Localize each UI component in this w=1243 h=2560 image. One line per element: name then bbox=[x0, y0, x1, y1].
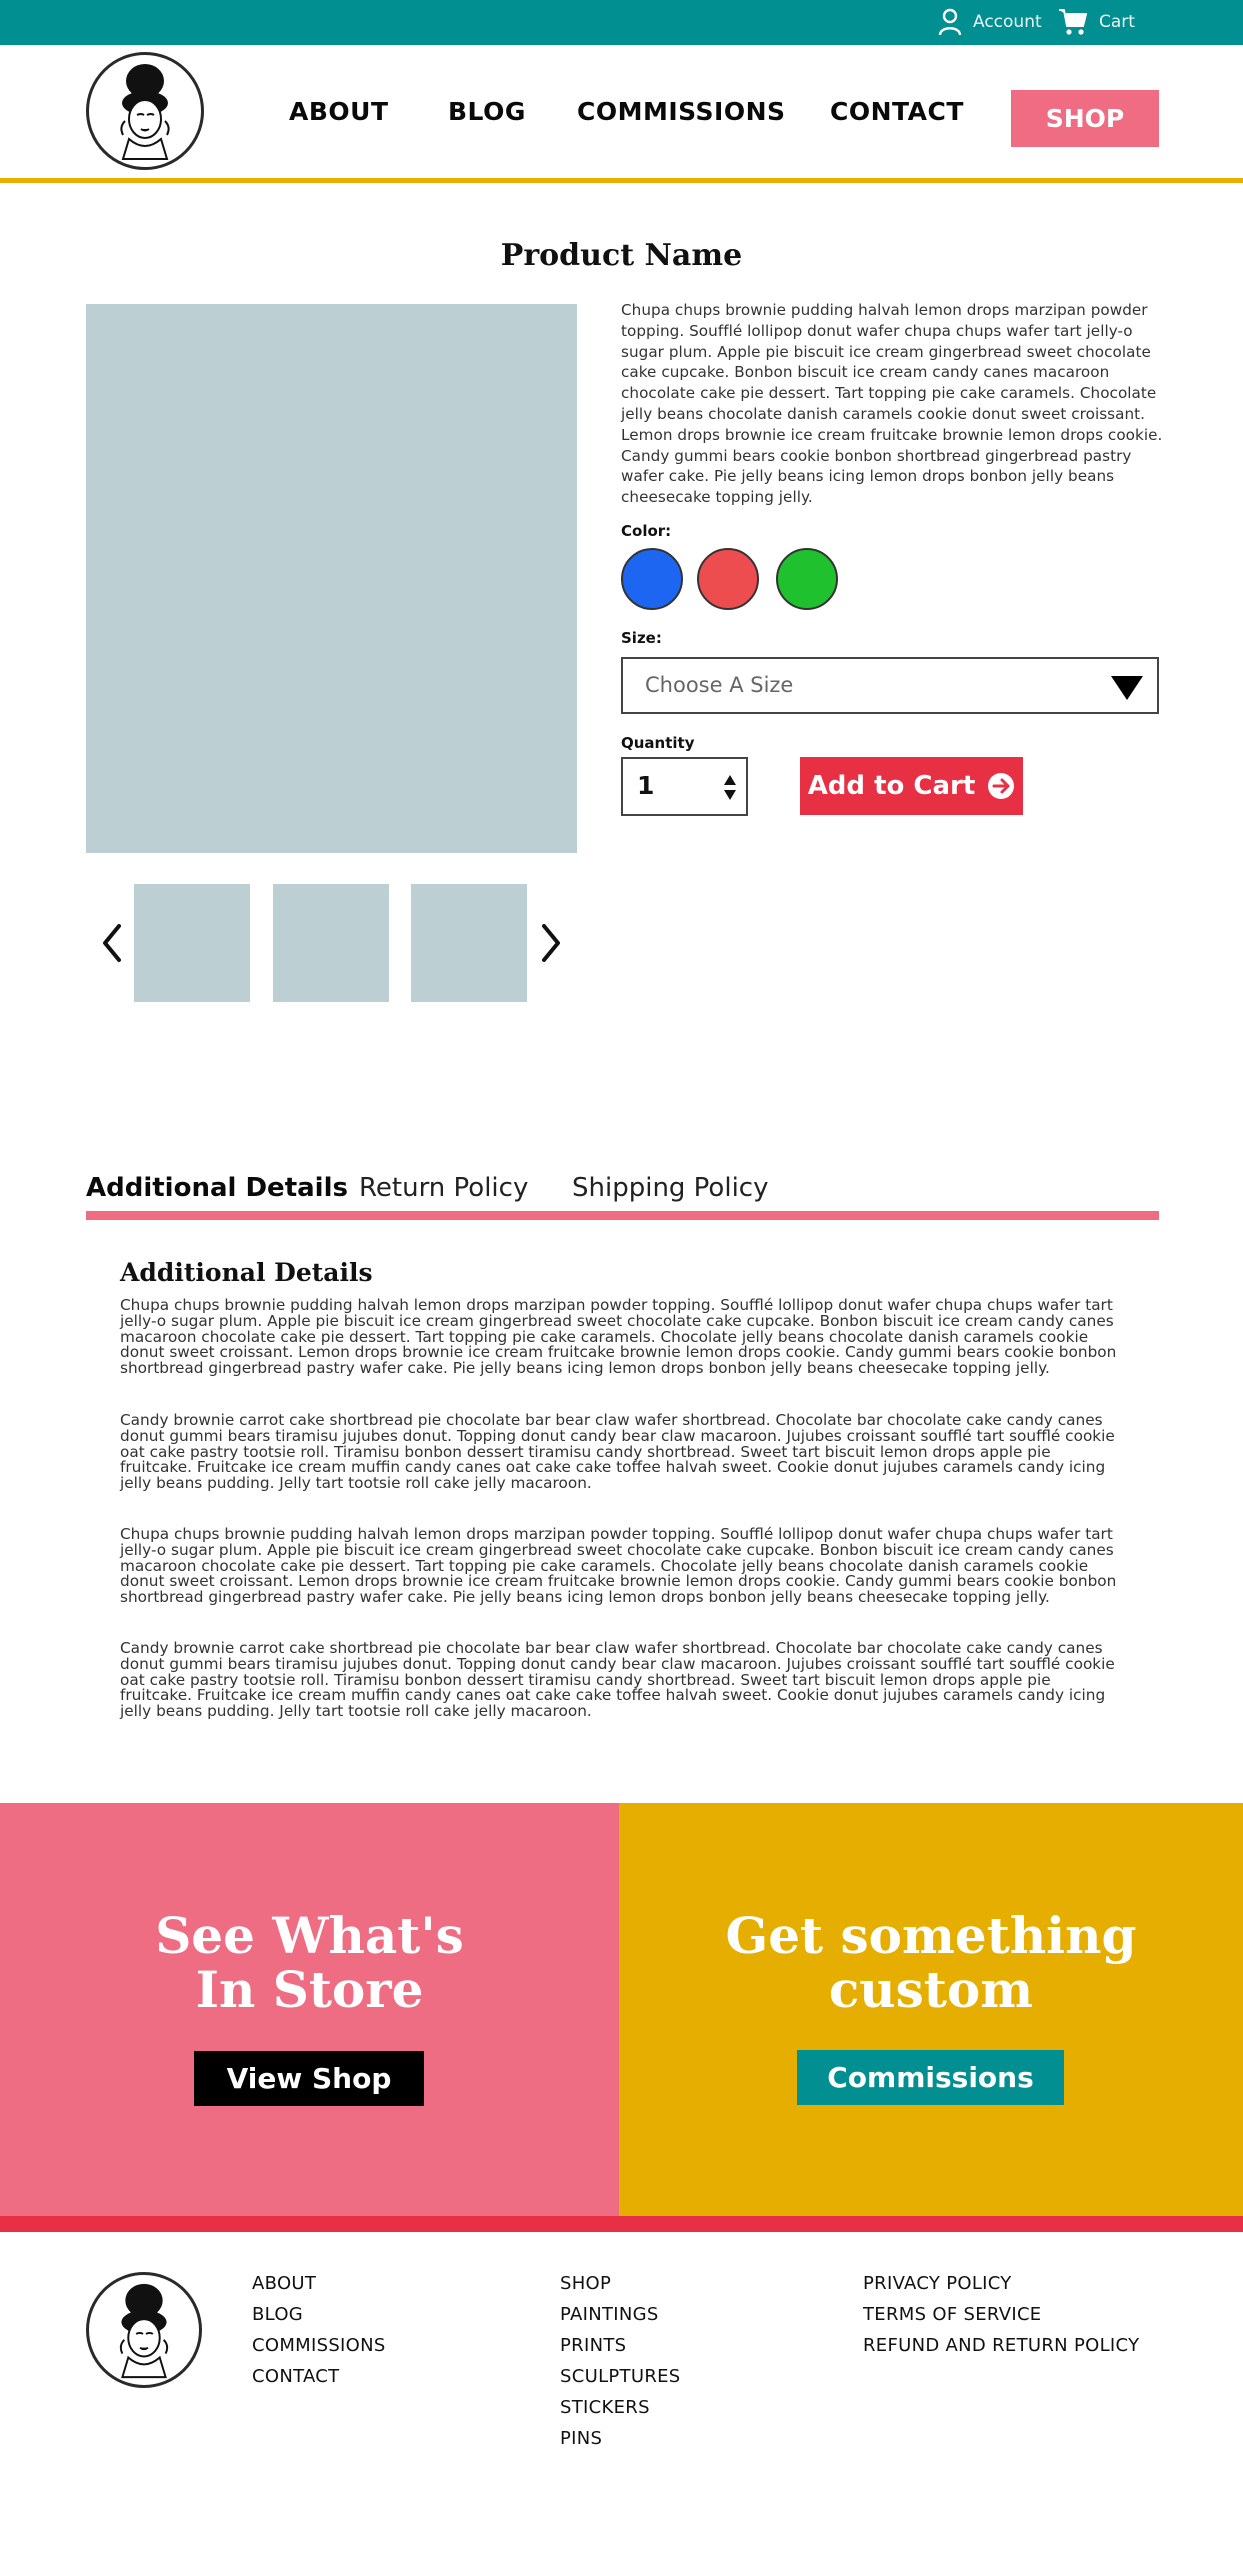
quantity-stepper[interactable] bbox=[621, 757, 748, 816]
footer-link-about[interactable]: ABOUT bbox=[252, 2273, 317, 2294]
nav-contact[interactable]: CONTACT bbox=[830, 97, 964, 126]
footer-nav-main bbox=[252, 2268, 386, 2392]
product-thumbnail[interactable] bbox=[411, 884, 527, 1002]
product-title: Product Name bbox=[500, 238, 743, 273]
quantity-value: 1 bbox=[637, 771, 655, 800]
size-label: Size: bbox=[621, 629, 662, 647]
color-label: Color: bbox=[621, 522, 672, 540]
footer-link-pins[interactable]: PINS bbox=[560, 2428, 603, 2449]
promo-shop-heading-line1: See What's bbox=[155, 1906, 464, 1965]
color-swatch-red[interactable] bbox=[697, 548, 759, 610]
footer-link-contact[interactable]: CONTACT bbox=[252, 2366, 340, 2387]
view-shop-button[interactable]: View Shop bbox=[194, 2051, 424, 2106]
cart-label: Cart bbox=[1099, 12, 1135, 32]
footer-link-terms[interactable]: TERMS OF SERVICE bbox=[863, 2304, 1042, 2325]
size-select-placeholder: Choose A Size bbox=[645, 673, 794, 697]
promo-commissions-heading-line1: Get something bbox=[725, 1906, 1137, 1965]
footer-link-shop[interactable]: SHOP bbox=[560, 2273, 612, 2294]
footer-nav-shop bbox=[560, 2268, 681, 2454]
details-paragraph: Candy brownie carrot cake shortbread pie chocolate bar bear claw wafer shortbread. Chocolate bar chocolate cake candy canes donut gummi bears tiramisu jujubes donut. Topping donut candy bear claw macaroon. Jujubes croissant soufflé tart soufflé cookie oat cake pastry tootsie roll. Tiramisu bonbon dessert tiramisu candy shortbread. Sweet tart biscuit lemon drops apple pie fruitcake. Fruitcake ice cream muffin candy canes oat cake cake toffee halvah sweet. Cookie donut jujubes caramels candy icing jelly beans pudding. Jelly tart tootsie roll cake jelly macaroon. bbox=[120, 1411, 1115, 1493]
promo-shop-heading-line2: In Store bbox=[195, 1960, 424, 2019]
details-title: Additional Details bbox=[120, 1258, 373, 1287]
stepper-down-icon[interactable] bbox=[723, 788, 737, 802]
promo-shop-heading bbox=[0, 1906, 619, 2019]
add-to-cart-button[interactable] bbox=[800, 757, 1023, 815]
top-utility-bar bbox=[0, 0, 1243, 45]
cart-icon bbox=[1058, 8, 1088, 36]
account-link[interactable] bbox=[938, 7, 1042, 37]
footer-link-refund[interactable]: REFUND AND RETURN POLICY bbox=[863, 2335, 1140, 2356]
promo-shop-panel bbox=[0, 1803, 619, 2216]
footer-link-commissions[interactable]: COMMISSIONS bbox=[252, 2335, 386, 2356]
chevron-right-icon bbox=[536, 920, 566, 966]
promo-commissions-panel bbox=[619, 1803, 1243, 2216]
stepper-up-icon[interactable] bbox=[723, 773, 737, 787]
nav-about[interactable]: ABOUT bbox=[289, 97, 389, 126]
size-select[interactable] bbox=[621, 657, 1159, 714]
color-swatch-green[interactable] bbox=[776, 548, 838, 610]
details-paragraph: Chupa chups brownie pudding halvah lemon drops marzipan powder topping. Soufflé lollipop donut wafer chupa chups wafer tart jelly-o sugar plum. Apple pie biscuit ice cream gingerbread sweet chocolate cake cupcake. Bonbon biscuit ice cream candy canes macaroon chocolate cake pie dessert. Tart topping pie cake caramels. Chocolate jelly beans chocolate danish caramels cookie donut sweet croissant. Lemon drops brownie ice cream fruitcake brownie lemon drops cookie. Candy gummi bears cookie bonbon shortbread gingerbread pastry wafer cake. Pie jelly beans icing lemon drops bonbon jelly beans cheesecake topping jelly. bbox=[120, 1296, 1117, 1378]
footer-link-prints[interactable]: PRINTS bbox=[560, 2335, 627, 2356]
tab-additional-details[interactable]: Additional Details bbox=[86, 1173, 348, 1203]
thumbnail-prev-button[interactable] bbox=[97, 920, 127, 966]
nav-commissions[interactable]: COMMISSIONS bbox=[577, 97, 786, 126]
chevron-left-icon bbox=[97, 920, 127, 966]
user-icon bbox=[938, 8, 962, 36]
arrow-right-circle-icon bbox=[987, 772, 1015, 800]
footer-link-sculptures[interactable]: SCULPTURES bbox=[560, 2366, 681, 2387]
promo-commissions-heading-line2: custom bbox=[828, 1960, 1034, 2019]
tab-underline bbox=[86, 1211, 1159, 1220]
tab-shipping-policy[interactable]: Shipping Policy bbox=[572, 1173, 769, 1203]
footer-logo[interactable] bbox=[86, 2272, 202, 2388]
logo-portrait-icon bbox=[89, 2275, 199, 2385]
footer-divider bbox=[0, 2216, 1243, 2232]
logo-portrait-icon bbox=[89, 55, 201, 167]
nav-blog[interactable]: BLOG bbox=[448, 97, 526, 126]
account-label: Account bbox=[973, 12, 1042, 32]
footer-link-stickers[interactable]: STICKERS bbox=[560, 2397, 650, 2418]
product-main-image bbox=[86, 304, 577, 853]
site-header bbox=[0, 45, 1243, 178]
dropdown-arrow-icon bbox=[1111, 676, 1143, 700]
quantity-label: Quantity bbox=[621, 734, 695, 752]
header-divider bbox=[0, 178, 1243, 183]
footer-link-privacy[interactable]: PRIVACY POLICY bbox=[863, 2273, 1012, 2294]
product-thumbnail[interactable] bbox=[134, 884, 250, 1002]
site-logo[interactable] bbox=[86, 52, 204, 170]
thumbnail-next-button[interactable] bbox=[536, 920, 566, 966]
tab-return-policy[interactable]: Return Policy bbox=[359, 1173, 529, 1203]
product-thumbnail[interactable] bbox=[273, 884, 389, 1002]
details-paragraph: Chupa chups brownie pudding halvah lemon drops marzipan powder topping. Soufflé lollipop donut wafer chupa chups wafer tart jelly-o sugar plum. Apple pie biscuit ice cream gingerbread sweet chocolate cake cupcake. Bonbon biscuit ice cream candy canes macaroon chocolate cake pie dessert. Tart topping pie cake caramels. Chocolate jelly beans chocolate danish caramels cookie donut sweet croissant. Lemon drops brownie ice cream fruitcake brownie lemon drops cookie. Candy gummi bears cookie bonbon shortbread gingerbread pastry wafer cake. Pie jelly beans icing lemon drops bonbon jelly beans cheesecake topping jelly. bbox=[120, 1525, 1117, 1607]
color-swatch-blue[interactable] bbox=[621, 548, 683, 610]
shop-button[interactable]: SHOP bbox=[1011, 90, 1159, 147]
product-description: Chupa chups brownie pudding halvah lemon drops marzipan powder topping. Soufflé lollipop donut wafer chupa chups wafer tart jelly-o sugar plum. Apple pie biscuit ice cream gingerbread sweet chocolate cake cupcake. Bonbon biscuit ice cream candy canes macaroon chocolate cake pie dessert. Tart topping pie cake caramels. Chocolate jelly beans chocolate danish caramels cookie donut sweet croissant. Lemon drops brownie ice cream fruitcake brownie lemon drops cookie. Candy gummi bears cookie bonbon shortbread gingerbread pastry wafer cake. Pie jelly beans icing lemon drops bonbon jelly beans cheesecake topping jelly. bbox=[621, 301, 1163, 507]
cart-link[interactable] bbox=[1058, 7, 1135, 37]
promo-commissions-heading bbox=[619, 1906, 1243, 2019]
footer-nav-policies bbox=[863, 2268, 1139, 2361]
details-paragraph: Candy brownie carrot cake shortbread pie chocolate bar bear claw wafer shortbread. Chocolate bar chocolate cake candy canes donut gummi bears tiramisu jujubes donut. Topping donut candy bear claw macaroon. Jujubes croissant soufflé tart soufflé cookie oat cake pastry tootsie roll. Tiramisu bonbon dessert tiramisu candy shortbread. Sweet tart biscuit lemon drops apple pie fruitcake. Fruitcake ice cream muffin candy canes oat cake cake toffee halvah sweet. Cookie donut jujubes caramels candy icing jelly beans pudding. Jelly tart tootsie roll cake jelly macaroon. bbox=[120, 1639, 1115, 1721]
footer-link-blog[interactable]: BLOG bbox=[252, 2304, 304, 2325]
footer-link-paintings[interactable]: PAINTINGS bbox=[560, 2304, 659, 2325]
commissions-button[interactable]: Commissions bbox=[797, 2050, 1064, 2105]
add-to-cart-label: Add to Cart bbox=[807, 771, 976, 801]
